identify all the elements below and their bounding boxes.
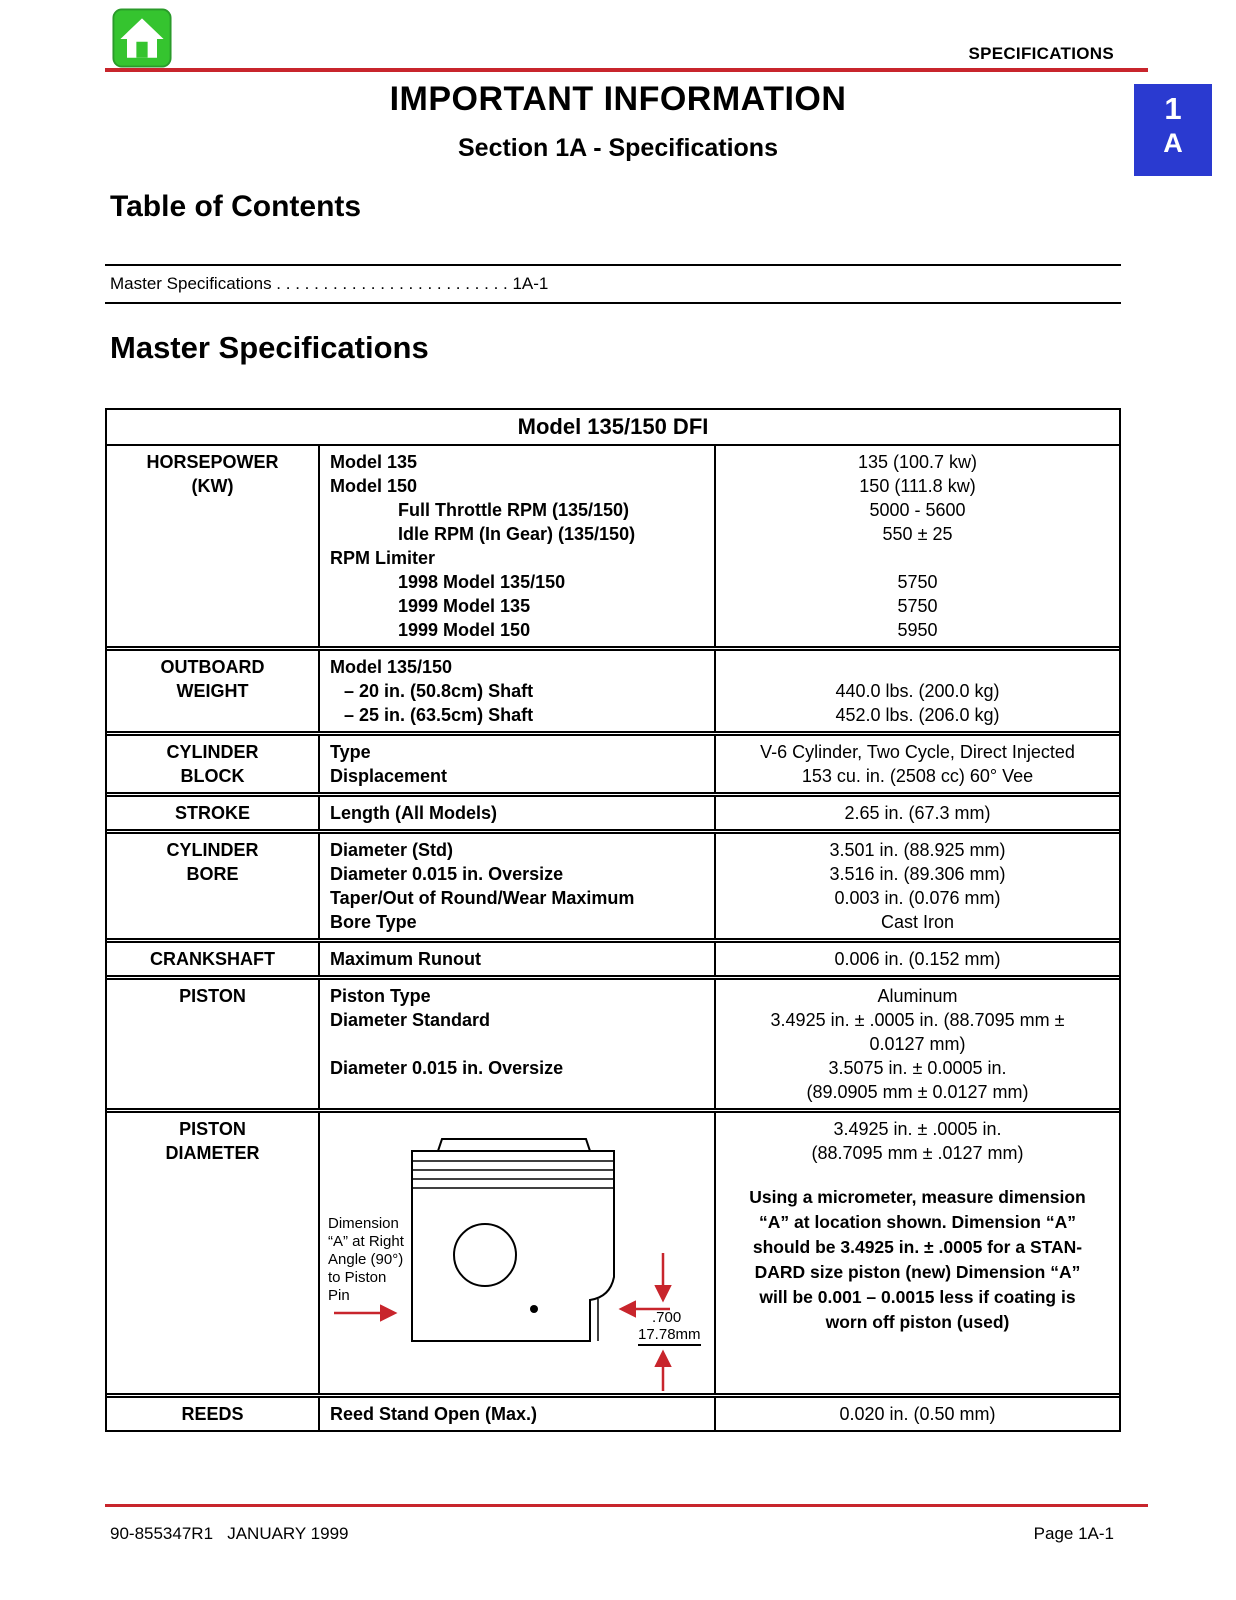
row-values — [716, 1113, 1119, 1393]
spec-item-value: 3.5075 in. ± 0.0005 in. — [828, 1058, 1007, 1078]
toc-entry-leader: . . . . . . . . . . . . . . . . . . . . . . . . . — [271, 274, 513, 293]
spec-item-label: RPM Limiter — [330, 548, 436, 568]
spec-item-value: 0.003 in. (0.076 mm) — [834, 888, 1001, 908]
row-values — [716, 651, 1119, 731]
row-label-line: STROKE — [174, 803, 250, 823]
spec-item-label: Taper/Out of Round/Wear Maximum — [330, 888, 635, 908]
dimension-value — [638, 1309, 701, 1346]
row-label-line: (KW) — [191, 476, 234, 496]
measurement-note-line: Using a micrometer, measure dimension — [749, 1187, 1086, 1207]
row-description — [320, 834, 716, 938]
table-row — [107, 792, 1119, 829]
row-label — [107, 1113, 320, 1393]
toc-entry-page[interactable]: 1A-1 — [512, 274, 549, 293]
row-values — [716, 834, 1119, 938]
toc-entry[interactable] — [110, 274, 548, 294]
spec-item-value: V-6 Cylinder, Two Cycle, Direct Injected — [760, 742, 1075, 762]
header-rule — [105, 68, 1148, 72]
spec-item-value: 5750 — [897, 572, 938, 592]
spec-item-label — [320, 1032, 714, 1056]
spec-item-value: 3.516 in. (89.306 mm) — [829, 864, 1006, 884]
spec-item-value: 5000 - 5600 — [869, 500, 966, 520]
spec-item-value: (89.0905 mm ± 0.0127 mm) — [806, 1082, 1029, 1102]
row-label-line: CRANKSHAFT — [150, 949, 275, 969]
spec-item-value: 0.0127 mm) — [869, 1034, 966, 1054]
row-values — [716, 797, 1119, 829]
spec-item-label: Full Throttle RPM (135/150) — [398, 500, 630, 520]
table-title: Model 135/150 DFI — [107, 410, 1119, 446]
measurement-note-line: will be 0.001 – 0.0015 less if coating is — [759, 1287, 1076, 1307]
section-heading: Master Specifications — [110, 330, 429, 365]
measurement-note-line: should be 3.4925 in. ± .0005 for a STAN- — [752, 1237, 1083, 1257]
spec-item-value: 3.4925 in. ± .0005 in. (88.7095 mm ± — [770, 1010, 1065, 1030]
row-label — [107, 834, 320, 938]
toc-heading: Table of Contents — [110, 190, 362, 223]
spec-item-label: – 25 in. (63.5cm) Shaft — [344, 705, 534, 725]
spec-item-label: Diameter 0.015 in. Oversize — [330, 1058, 564, 1078]
spec-item-label: Maximum Runout — [330, 949, 481, 969]
spec-item-label: Model 135/150 — [330, 657, 453, 677]
spec-item-label: Type — [330, 742, 371, 762]
spec-item-label: Length (All Models) — [330, 803, 497, 823]
row-label — [107, 446, 320, 646]
row-label-line: BORE — [186, 864, 239, 884]
row-label-line: CYLINDER — [166, 742, 259, 762]
toc-entry-label[interactable]: Master Specifications — [110, 274, 272, 293]
spec-item-label: 1998 Model 135/150 — [398, 572, 566, 592]
toc-rule-bottom — [105, 302, 1121, 304]
spec-item-label: Idle RPM (In Gear) (135/150) — [398, 524, 636, 544]
row-label-line: HORSEPOWER — [146, 452, 279, 472]
row-label-line: WEIGHT — [176, 681, 249, 701]
section-tab — [1134, 84, 1212, 176]
table-row — [107, 1108, 1119, 1393]
row-label — [107, 1398, 320, 1430]
row-values — [716, 446, 1119, 646]
spec-item-value: Cast Iron — [880, 912, 955, 932]
toc-rule-top — [105, 264, 1121, 266]
row-label-line: DIAMETER — [165, 1143, 260, 1163]
row-description — [320, 943, 716, 975]
spec-item-label: 1999 Model 135 — [398, 596, 531, 616]
page-subtitle: Section 1A - Specifications — [458, 134, 778, 162]
row-label — [107, 980, 320, 1108]
footer-page-number: Page 1A-1 — [1033, 1524, 1114, 1543]
row-label-line: REEDS — [181, 1404, 244, 1424]
spec-item-value: 550 ± 25 — [882, 524, 953, 544]
home-icon[interactable] — [112, 8, 172, 68]
dimension-a-label-line: “A” at Right — [328, 1233, 404, 1250]
table-row — [107, 446, 1119, 646]
row-label-line: BLOCK — [180, 766, 245, 786]
page-title: IMPORTANT INFORMATION — [389, 80, 847, 118]
table-row — [107, 975, 1119, 1108]
row-description — [320, 797, 716, 829]
table-row — [107, 1393, 1119, 1430]
spec-item-value: 3.501 in. (88.925 mm) — [829, 840, 1006, 860]
table-body — [107, 446, 1119, 1430]
table-row — [107, 829, 1119, 938]
piston-outline — [412, 1139, 614, 1341]
spec-item-value: 5750 — [897, 596, 938, 616]
spec-item-value: 0.006 in. (0.152 mm) — [834, 949, 1001, 969]
spec-item-label: Diameter Standard — [330, 1010, 491, 1030]
running-header: SPECIFICATIONS — [968, 44, 1114, 63]
row-description — [320, 1398, 716, 1430]
row-label-line: PISTON — [179, 986, 246, 1006]
spec-item-label: Bore Type — [330, 912, 417, 932]
spec-table — [105, 408, 1121, 1432]
spec-item-label: – 20 in. (50.8cm) Shaft — [344, 681, 534, 701]
measurement-note — [716, 1185, 1119, 1335]
row-values — [716, 980, 1119, 1108]
home-icon-graphic — [112, 8, 172, 68]
spec-item-value: 452.0 lbs. (206.0 kg) — [835, 705, 1000, 725]
dimension-a-label-line: Pin — [328, 1287, 350, 1304]
spec-item-value: (88.7095 mm ± .0127 mm) — [811, 1143, 1024, 1163]
spec-item-value — [716, 655, 1119, 679]
footer-doc-number: 90-855347R1 JANUARY 1999 — [110, 1524, 349, 1543]
row-label — [107, 736, 320, 792]
spec-item-value: 153 cu. in. (2508 cc) 60° Vee — [801, 766, 1034, 786]
spec-item-label: Diameter (Std) — [330, 840, 454, 860]
dimension-a-label-line: to Piston — [328, 1269, 387, 1286]
dimension-a-label — [328, 1215, 420, 1305]
spec-item-label: Displacement — [330, 766, 448, 786]
row-label-line: OUTBOARD — [160, 657, 265, 677]
row-label — [107, 797, 320, 829]
row-description — [320, 651, 716, 731]
row-label-line: CYLINDER — [166, 840, 259, 860]
row-label-line: PISTON — [179, 1119, 246, 1139]
dimension-a-label-line: Dimension — [328, 1215, 399, 1232]
dimension-mm: 17.78mm — [638, 1326, 701, 1346]
dimension-a-label-line: Angle (90°) — [328, 1251, 404, 1268]
spec-item-label: Model 135 — [330, 452, 418, 472]
spec-item-value: 150 (111.8 kw) — [859, 476, 976, 496]
table-row — [107, 938, 1119, 975]
table-row — [107, 731, 1119, 792]
spec-item-label: Piston Type — [330, 986, 431, 1006]
spec-item-label: Model 150 — [330, 476, 418, 496]
spec-item-label: Reed Stand Open (Max.) — [330, 1404, 538, 1424]
spec-item-value: 2.65 in. (67.3 mm) — [844, 803, 991, 823]
spec-item-value: 135 (100.7 kw) — [857, 452, 978, 472]
spec-item-label: 1999 Model 150 — [398, 620, 531, 640]
row-description — [320, 980, 716, 1108]
row-description — [320, 446, 716, 646]
measurement-note-line: “A” at location shown. Dimension “A” — [759, 1212, 1076, 1232]
row-description — [320, 736, 716, 792]
row-values — [716, 1398, 1119, 1430]
spec-item-label: Diameter 0.015 in. Oversize — [330, 864, 564, 884]
row-values — [716, 943, 1119, 975]
row-values — [716, 736, 1119, 792]
measurement-note-line: worn off piston (used) — [825, 1312, 1010, 1332]
footer-rule — [105, 1504, 1148, 1507]
spec-item-value: Aluminum — [877, 986, 958, 1006]
section-tab-letter: A — [1163, 128, 1183, 158]
table-row — [107, 646, 1119, 731]
spec-item-value — [716, 546, 1119, 570]
spec-item-value: 0.020 in. (0.50 mm) — [839, 1404, 996, 1424]
dimension-inches: .700 — [652, 1309, 682, 1326]
measurement-note-line: DARD size piston (new) Dimension “A” — [754, 1262, 1081, 1282]
spec-item-value: 440.0 lbs. (200.0 kg) — [835, 681, 1000, 701]
spec-item-value: 3.4925 in. ± .0005 in. — [833, 1119, 1002, 1139]
spec-item-value: 5950 — [897, 620, 938, 640]
row-description — [320, 1113, 716, 1393]
row-label — [107, 943, 320, 975]
section-tab-number: 1 — [1164, 91, 1182, 126]
piston-diagram — [320, 1113, 716, 1393]
row-label — [107, 651, 320, 731]
